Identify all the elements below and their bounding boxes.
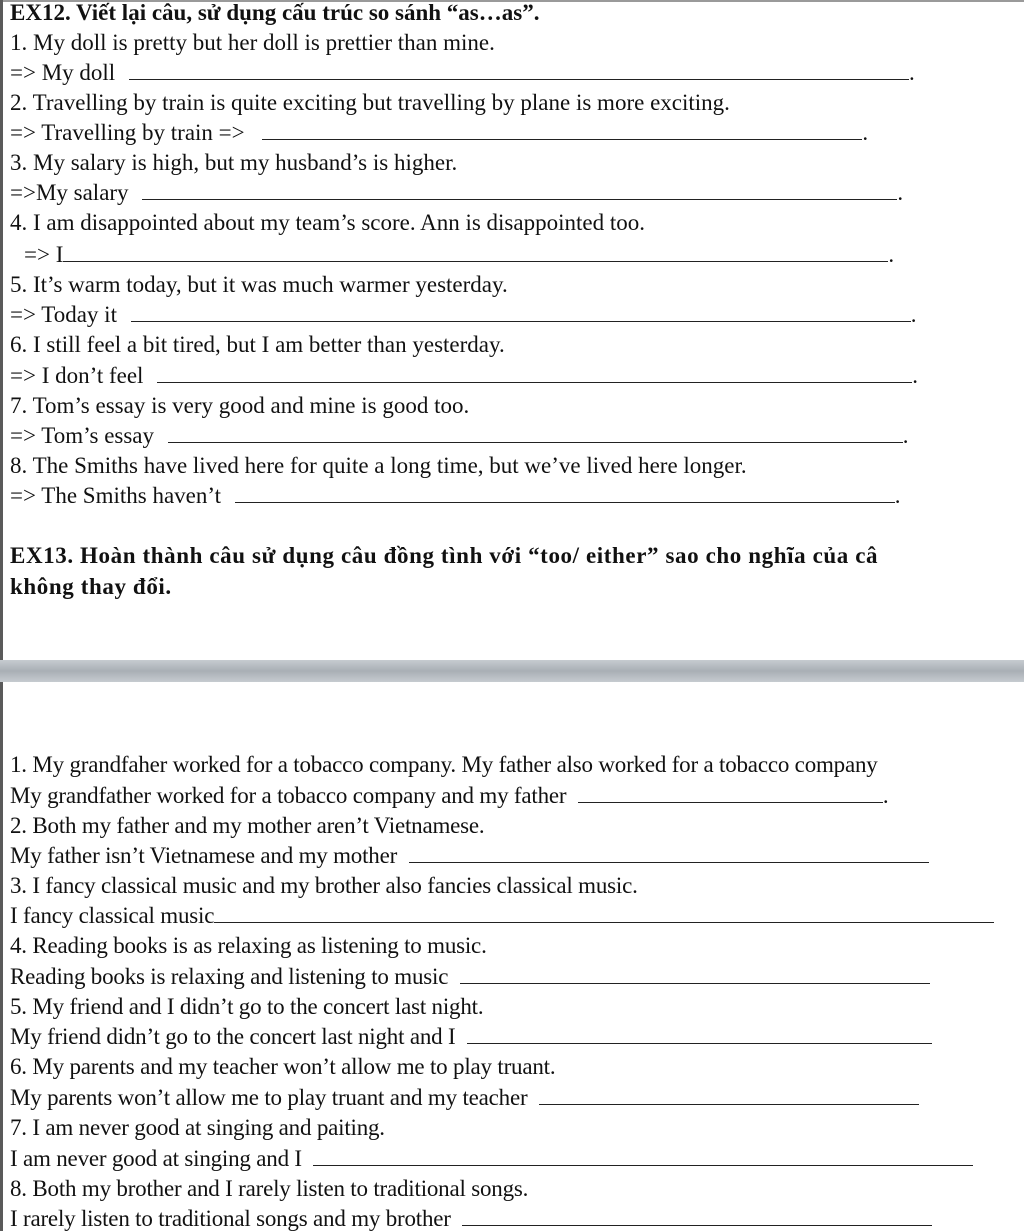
ex13-a1 [10,781,888,811]
ex12-q2: 2. Travelling by train is quite exciting but travelling by plane is more exciting. [10,90,730,115]
answer-prefix: My parents won’t allow me to play truant and my teacher [10,1085,528,1110]
ex13-heading-line1: EX13. Hoàn thành câu sử dụng câu đồng tình với “too/ either” sao cho nghĩa của câ [10,543,879,568]
ex13-q2: 2. Both my father and my mother aren’t Vietnamese. [10,813,485,838]
ex12-q7: 7. Tom’s essay is very good and mine is good too. [10,393,470,418]
answer-prefix: I rarely listen to traditional songs and my brother [10,1206,451,1231]
left-border [0,0,3,660]
answer-blank[interactable] [235,482,895,503]
period: . [888,242,895,267]
answer-prefix: => I don’t feel [10,363,144,388]
answer-blank[interactable] [578,782,883,803]
ex12-a3 [10,178,903,208]
ex13-a2 [10,841,929,871]
answer-prefix: I fancy classical music [10,903,215,928]
period: . [882,783,889,808]
ex12-q1: 1. My doll is pretty but her doll is prettier than mine. [10,30,495,55]
period: . [910,302,917,327]
ex12-a8 [10,481,901,511]
ex12-heading: EX12. Viết lại câu, sử dụng cấu trúc so sánh “as…as”. [10,0,540,25]
period: . [902,423,909,448]
ex13-q5: 5. My friend and I didn’t go to the concert last night. [10,994,484,1019]
ex13-a4 [10,962,930,992]
answer-prefix: => Today it [10,302,117,327]
ex12-a5 [10,300,916,330]
ex13-q4: 4. Reading books is as relaxing as listening to music. [10,933,487,958]
answer-blank[interactable] [131,301,911,322]
ex13-a3 [10,901,994,931]
ex12-a7 [10,421,909,451]
answer-blank[interactable] [313,1145,973,1166]
answer-blank[interactable] [63,241,888,262]
answer-blank[interactable] [467,1023,932,1044]
left-border-lower [0,682,3,1231]
answer-blank[interactable] [157,362,912,383]
ex13-a5 [10,1022,932,1052]
ex13-q3: 3. I fancy classical music and my brother also fancies classical music. [10,873,638,898]
answer-blank[interactable] [409,842,929,863]
answer-prefix: => The Smiths haven’t [10,483,221,508]
ex12-q4: 4. I am disappointed about my team’s score. Ann is disappointed too. [10,210,645,235]
answer-blank[interactable] [462,1205,932,1226]
answer-blank[interactable] [168,422,903,443]
answer-blank[interactable] [539,1084,919,1105]
ex12-a4 [10,240,894,270]
answer-blank[interactable] [142,179,897,200]
answer-prefix: My father isn’t Vietnamese and my mother [10,843,398,868]
answer-prefix: I am never good at singing and I [10,1146,302,1171]
ex12-q5: 5. It’s warm today, but it was much warmer yesterday. [10,272,508,297]
ex12-a1 [10,58,915,88]
ex12-q6: 6. I still feel a bit tired, but I am better than yesterday. [10,332,505,357]
answer-prefix: =>My salary [10,180,129,205]
answer-blank[interactable] [129,59,909,80]
ex12-a2 [10,118,868,148]
answer-prefix: My grandfather worked for a tobacco company and my father [10,783,567,808]
answer-prefix: => Tom’s essay [10,423,155,448]
ex13-q6: 6. My parents and my teacher won’t allow me to play truant. [10,1054,556,1079]
period: . [894,483,901,508]
ex13-q7: 7. I am never good at singing and paiting. [10,1115,385,1140]
ex13-heading-line2: không thay đổi. [10,574,172,599]
ex13-q1: 1. My grandfaher worked for a tobacco company. My father also worked for a tobacco company [10,752,878,777]
page-break-divider [0,660,1024,682]
answer-blank[interactable] [262,119,862,140]
answer-prefix: => I [24,242,64,267]
ex12-a6 [10,361,918,391]
answer-prefix: => My doll [10,60,116,85]
period: . [908,60,915,85]
ex13-q8: 8. Both my brother and I rarely listen to traditional songs. [10,1176,529,1201]
answer-blank[interactable] [214,902,994,923]
period: . [912,363,918,388]
ex13-a8 [10,1204,932,1231]
ex12-q3: 3. My salary is high, but my husband’s is higher. [10,150,458,175]
answer-prefix: => Travelling by train => [10,120,245,145]
period: . [897,180,904,205]
answer-prefix: Reading books is relaxing and listening to music [10,964,449,989]
answer-prefix: My friend didn’t go to the concert last night and I [10,1024,456,1049]
ex13-a7 [10,1144,973,1174]
ex13-a6 [10,1083,919,1113]
period: . [862,120,869,145]
answer-blank[interactable] [460,963,930,984]
ex12-q8: 8. The Smiths have lived here for quite a long time, but we’ve lived here longer. [10,453,747,478]
